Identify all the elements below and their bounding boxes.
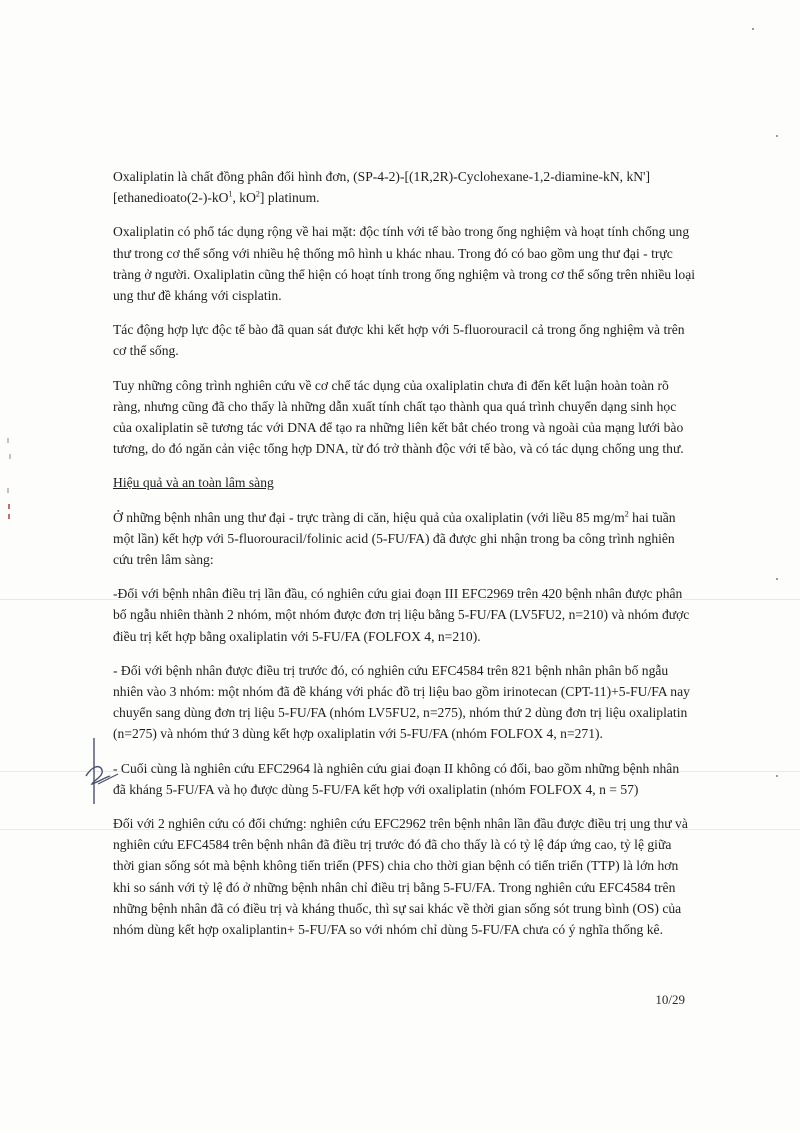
clinical-intro-text: Ở những bệnh nhân ung thư đại - trực tràng di căn, hiệu quả của oxaliplatin (với liều 85 mg/m xyxy=(113,509,625,525)
paragraph-study-efc2969: -Đối với bệnh nhân điều trị lần đầu, có nghiên cứu giai đoạn III EFC2969 trên 420 bệnh nhân được phân bố ngẫu nhiên thành 2 nhóm, một nhóm được đơn trị liệu bằng 5-FU/FA (LV5FU2, n=210) và nhóm được điều trị kết hợp bằng oxaliplatin với 5-FU/FA (FOLFOX 4, n=210). xyxy=(113,586,690,644)
section-heading: Hiệu quả và an toàn lâm sàng xyxy=(113,475,274,491)
paragraph-controlled-studies: Đối với 2 nghiên cứu có đối chứng: nghiên cứu EFC2962 trên bệnh nhân lần đầu được điều trị ung thư và nghiên cứu EFC4584 trên bệnh nhân đã điều trị trước đó đã cho thấy là có tỷ lệ đáp ứng cao, tỷ lệ giữa thời gian sống sót mà bệnh không tiến triển (PFS) chia cho thời gian bệnh có tiến triển (TTP) là lớn hơn khi so sánh với tỷ lệ đó ở những bệnh nhân chỉ điều trị bằng 5-FU/FA. Trong nghiên cứu EFC4584 trên những bệnh nhân đã có điều trị và kháng thuốc, thì sự sai khác về thời gian sống sót trung bình (OS) của nhóm dùng kết hợp oxaliplantin+ 5-FU/FA so với nhóm chỉ dùng 5-FU/FA chưa có ý nghĩa thống kê. xyxy=(113,816,688,938)
superscript: 2 xyxy=(255,189,260,199)
margin-mark xyxy=(8,504,10,509)
superscript: 2 xyxy=(624,509,629,519)
margin-dot xyxy=(776,135,778,137)
paragraph-definition-line1: Oxaliplatin là chất đồng phân đối hình đơn, (SP-4-2)-[(1R,2R)-Cyclohexane-1,2-diamine-kN, kN'] xyxy=(113,169,651,184)
margin-dot xyxy=(752,28,754,30)
formula-part: , kO xyxy=(232,190,256,206)
superscript: 1 xyxy=(228,189,233,199)
clinical-intro-text: hai tuần một lần) kết hợp với 5-fluorouracil/folinic acid (5-FU/FA) đã được ghi nhận trong ba công trình nghiên cứu trên lâm sàng: xyxy=(113,509,676,568)
formula-part: [ethanedioato(2-)-kO xyxy=(113,190,229,206)
formula-part: ] platinum. xyxy=(259,190,320,206)
paragraph-mechanism: Tuy những công trình nghiên cứu về cơ chế tác dụng của oxaliplatin chưa đi đến kết luận hoàn toàn rõ ràng, nhưng cũng đã cho thấy là những dẫn xuất tính chất tạo thành qua quá trình chuyển dạng sinh học của oxaliplatin sẽ tương tác với DNA để tạo ra những liên kết bắt chéo trong và ngoài của mạng lưới bào tương, do đó ngăn cản việc tổng hợp DNA, từ đó trở thành độc với tế bào, và có tác dụng chống ung thư. xyxy=(113,377,684,457)
paragraph-clinical-intro xyxy=(113,507,695,571)
page-number: 10/29 xyxy=(655,992,685,1007)
paragraph-synergy: Tác động hợp lực độc tế bào đã quan sát được khi kết hợp với 5-fluorouracil cả trong ống nghiệm và trên cơ thể sống. xyxy=(113,322,685,359)
document-body xyxy=(113,166,695,953)
margin-mark xyxy=(9,454,11,459)
margin-dot xyxy=(776,775,778,777)
margin-dot xyxy=(776,578,778,580)
margin-mark xyxy=(7,438,9,443)
paragraph-study-efc2964: - Cuối cùng là nghiên cứu EFC2964 là nghiên cứu giai đoạn II không có đối, bao gồm những bệnh nhân đã kháng 5-FU/FA và họ được dùng 5-FU/FA kết hợp với oxaliplatin (nhóm FOLFOX 4, n = 57) xyxy=(113,760,680,797)
paragraph-spectrum: Oxaliplatin có phổ tác dụng rộng về hai mặt: độc tính với tế bào trong ống nghiệm và hoạt tính chống ung thư trong cơ thể sống với nhiều hệ thống mô hình u khác nhau. Trong đó có bao gồm ung thư đại - trực tràng ở người. Oxaliplatin cũng thể hiện có hoạt tính trong ống nghiệm và trong cơ thể sống trên nhiều loại ung thư đề kháng với cisplatin. xyxy=(113,224,696,304)
paragraph-definition xyxy=(113,166,695,208)
paragraph-study-efc4584: - Đối với bệnh nhân được điều trị trước đó, có nghiên cứu EFC4584 trên 821 bệnh nhân phân bố ngẫu nhiên vào 3 nhóm: một nhóm đã đề kháng với phác đồ trị liệu bao gồm irinotecan (CPT-11)+5-FU/FA nay chuyển sang dùng đơn trị liệu 5-FU/FA (nhóm LV5FU2, n=275), nhóm thứ 2 dùng đơn trị liệu oxaliplatin (n=275) và nhóm thứ 3 dùng kết hợp oxaliplatin với 5-FU/FA (nhóm FOLFOX 4, n=271). xyxy=(113,662,690,742)
margin-mark xyxy=(7,488,9,493)
margin-mark xyxy=(8,514,10,519)
